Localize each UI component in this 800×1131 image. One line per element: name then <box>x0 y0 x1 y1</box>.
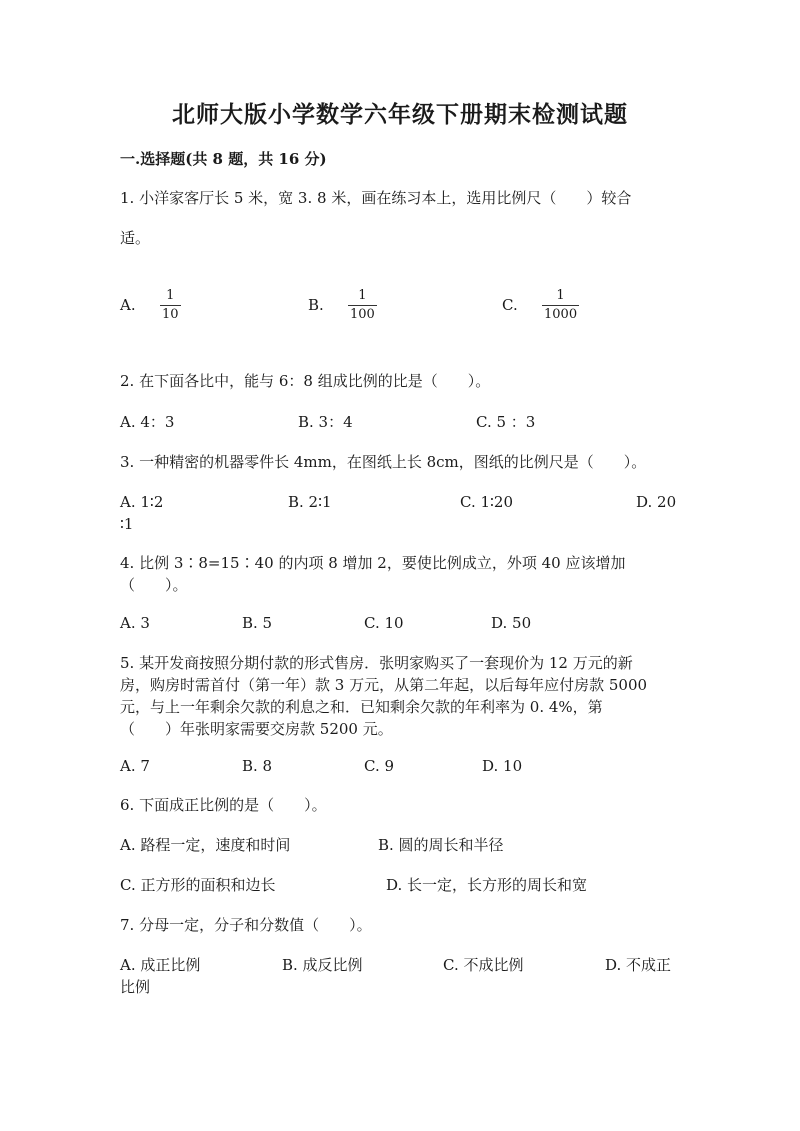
section-heading: 一.选择题(共 8 题，共 16 分) <box>120 150 327 168</box>
q5-option-b: B. 8 <box>242 757 273 775</box>
q3-option-a: A. 1∶2 <box>120 493 164 511</box>
question-5-text: 5. 某开发商按照分期付款的形式售房．张明家购买了一套现价为 12 万元的新 <box>120 654 633 672</box>
q7-option-c: C. 不成比例 <box>443 956 524 974</box>
q4-option-a: A. 3 <box>120 614 150 632</box>
q2-option-a: A. 4：3 <box>120 413 175 431</box>
q6-option-d: D. 长一定，长方形的周长和宽 <box>386 876 588 894</box>
q3-option-c: C. 1∶20 <box>460 493 514 511</box>
q6-option-c: C. 正方形的面积和边长 <box>120 876 276 894</box>
denominator: 1000 <box>544 307 578 322</box>
q1-option-c-fraction <box>542 289 579 322</box>
q1-option-c-label: C. <box>502 296 518 314</box>
question-5-text-2: 房，购房时需首付（第一年）款 3 万元，从第二年起，以后每年应付房款 5000 <box>120 676 648 694</box>
q3-option-b: B. 2∶1 <box>288 493 332 511</box>
q7-option-d: D. 不成正 <box>605 956 672 974</box>
q6-option-a: A. 路程一定，速度和时间 <box>120 836 291 854</box>
q6-option-b: B. 圆的周长和半径 <box>378 836 504 854</box>
denominator: 100 <box>350 307 375 322</box>
q4-option-d: D. 50 <box>491 614 532 632</box>
q3-option-d-wrap: ∶1 <box>120 515 134 533</box>
q1-option-a-label: A. <box>120 296 136 314</box>
q4-option-b: B. 5 <box>242 614 273 632</box>
numerator: 1 <box>166 288 175 303</box>
question-2-text: 2. 在下面各比中，能与 6：8 组成比例的比是（ ）。 <box>120 372 491 390</box>
q7-option-b: B. 成反比例 <box>282 956 363 974</box>
q7-option-a: A. 成正比例 <box>120 956 201 974</box>
q1-option-b-fraction <box>348 289 377 322</box>
q2-option-c: C. 5 ：3 <box>476 413 536 431</box>
q5-option-d: D. 10 <box>482 757 523 775</box>
question-7-text: 7. 分母一定，分子和分数值（ ）。 <box>120 916 372 934</box>
question-5-text-4: （ ）年张明家需要交房款 5200 元。 <box>120 720 393 738</box>
q4-option-c: C. 10 <box>364 614 404 632</box>
q2-option-b: B. 3：4 <box>298 413 353 431</box>
numerator: 1 <box>358 288 367 303</box>
q5-option-c: C. 9 <box>364 757 395 775</box>
q5-option-a: A. 7 <box>120 757 150 775</box>
question-4-text-cont: （ ）。 <box>120 576 188 594</box>
denominator: 10 <box>162 307 179 322</box>
question-4-text: 4. 比例 3∶8=15∶40 的内项 8 增加 2，要使比例成立，外项 40 应该增加 <box>120 554 626 572</box>
question-6-text: 6. 下面成正比例的是（ ）。 <box>120 796 327 814</box>
question-1-text: 1. 小洋家客厅长 5 米，宽 3. 8 米，画在练习本上，选用比例尺（ ）较合 <box>120 189 632 207</box>
question-1-text-cont: 适。 <box>120 229 151 247</box>
question-3-text: 3. 一种精密的机器零件长 4mm，在图纸上长 8cm，图纸的比例尺是（ ）。 <box>120 453 647 471</box>
page-title: 北师大版小学数学六年级下册期末检测试题 <box>172 101 628 128</box>
q1-option-a-fraction <box>160 289 181 322</box>
question-5-text-3: 元，与上一年剩余欠款的利息之和．已知剩余欠款的年利率为 0. 4%，第 <box>120 698 603 716</box>
q7-option-d-wrap: 比例 <box>120 978 151 996</box>
q3-option-d: D. 20 <box>636 493 677 511</box>
numerator: 1 <box>556 288 565 303</box>
q1-option-b-label: B. <box>308 296 324 314</box>
